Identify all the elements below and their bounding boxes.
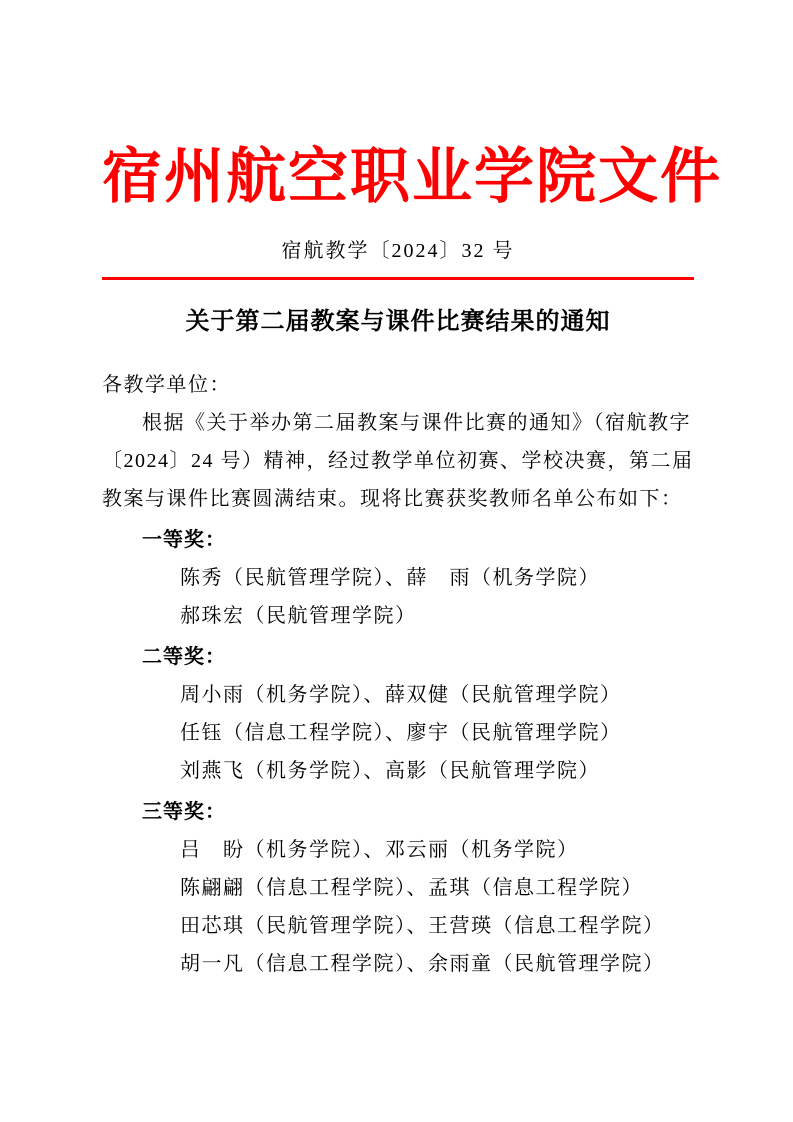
winner-line: 刘燕飞（机务学院）、高影（民航管理学院）: [180, 760, 600, 782]
winner-line: 郝珠宏（民航管理学院）: [180, 605, 417, 627]
document-content: [102, 0, 722, 983]
award-section-second-prize: [102, 638, 694, 790]
letterhead-org-title: 宿州航空职业学院文件: [102, 144, 722, 210]
notice-title: 关于第二届教案与课件比赛结果的通知: [185, 309, 611, 335]
salutation: 各教学单位：: [102, 374, 231, 396]
winner-line: 吕 盼（机务学院）、邓云丽（机务学院）: [180, 839, 579, 861]
winner-line: 陈秀（民航管理学院）、薛 雨（机务学院）: [180, 567, 600, 589]
award-section-third-prize: [102, 793, 694, 983]
winner-line: 陈翩翩（信息工程学院）、孟琪（信息工程学院）: [180, 877, 643, 899]
winner-line: 周小雨（机务学院）、薛双健（民航管理学院）: [180, 684, 622, 706]
intro-line-1: 根据《关于举办第二届教案与课件比赛的通知》（宿航教字: [142, 412, 691, 434]
intro-line-2: 〔2024〕24 号）精神，经过教学单位初赛、学校决赛，第二届: [102, 450, 694, 472]
award-label-second-prize: 二等奖：: [142, 646, 226, 668]
winner-line: 任钰（信息工程学院）、廖宇（民航管理学院）: [180, 722, 622, 744]
intro-line-3: 教案与课件比赛圆满结束。现将比赛获奖教师名单公布如下：: [102, 488, 683, 510]
letterhead-divider-rule: [102, 277, 694, 280]
winner-line: 胡一凡（信息工程学院）、余雨童（民航管理学院）: [180, 953, 665, 975]
winner-line: 田芯琪（民航管理学院）、王营瑛（信息工程学院）: [180, 915, 665, 937]
award-label-third-prize: 三等奖：: [142, 801, 226, 823]
notice-body: [102, 366, 694, 983]
letterhead-doc-number: 宿航教学〔2024〕32 号: [281, 240, 515, 262]
award-section-first-prize: [102, 521, 694, 635]
award-label-first-prize: 一等奖：: [142, 529, 226, 551]
